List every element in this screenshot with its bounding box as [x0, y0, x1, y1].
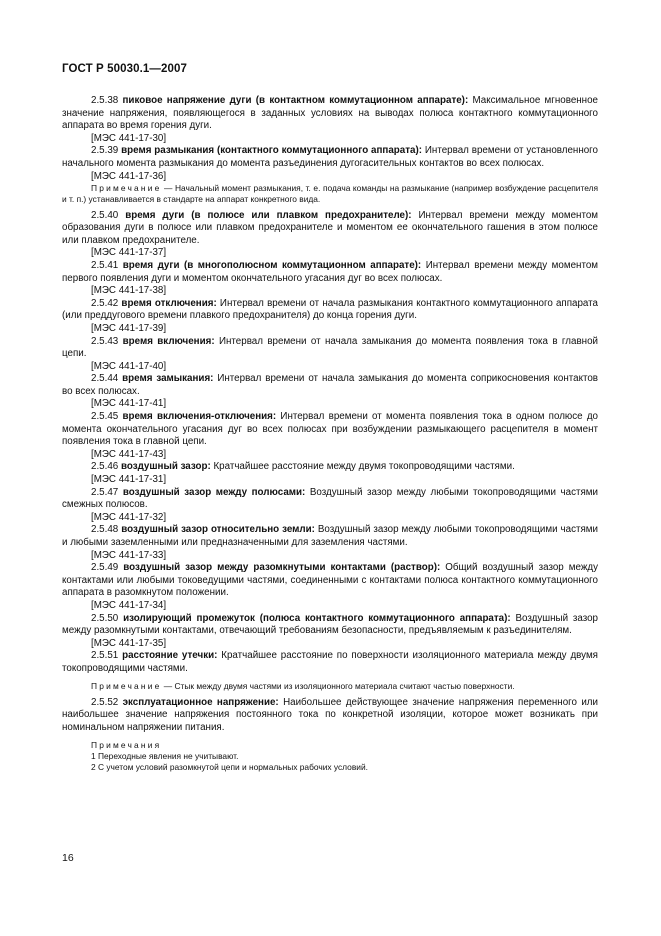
document-body: [62, 95, 598, 773]
definition-2-5-38: [62, 95, 598, 133]
clause-number: 2.5.43: [91, 335, 123, 347]
definition-2-5-45: [62, 411, 598, 449]
clause-number: 2.5.47: [91, 486, 123, 498]
definition-2-5-43: [62, 336, 598, 361]
definition-2-5-47: [62, 487, 598, 512]
definition-2-5-49: [62, 562, 598, 600]
clause-number: 2.5.49: [91, 562, 124, 574]
iec-reference: [МЭС 441-17-40]: [91, 360, 167, 372]
clause-number: 2.5.50: [91, 612, 124, 624]
term: время включения-отключения:: [122, 411, 277, 423]
note: [62, 183, 598, 205]
definition-text: Интервал времени от начала замыкания до момента появления тока в главной цепи.: [62, 335, 598, 360]
term: воздушный зазор между разомкнутыми контактами (раствор):: [123, 562, 441, 574]
term: время дуги (в полюсе или плавком предохранителе):: [125, 209, 412, 221]
iec-reference: [МЭС 441-17-38]: [91, 285, 167, 297]
notes-block: [62, 740, 598, 774]
definition-text: Интервал времени от момента появления тока в одном полюсе до момента окончательного угасания дуг во всех полюсах при возбуждении размыкающего расцепителя в момент появления тока в главной цепи.: [62, 411, 599, 448]
clause-number: 2.5.52: [91, 696, 123, 708]
clause-number: 2.5.44: [91, 373, 123, 385]
definition-2-5-39: [62, 145, 598, 170]
iec-reference: [МЭС 441-17-33]: [91, 549, 167, 561]
iec-reference: [МЭС 441-17-30]: [91, 132, 167, 144]
term: воздушный зазор:: [120, 461, 211, 473]
iec-reference: [МЭС 441-17-39]: [91, 322, 167, 334]
clause-number: 2.5.48: [91, 524, 122, 536]
clause-number: 2.5.38: [91, 95, 123, 106]
page-number: 16: [62, 852, 74, 864]
clause-number: 2.5.46: [91, 461, 121, 473]
term: эксплуатационное напряжение:: [122, 696, 279, 708]
definition-text: Интервал времени от начала размыкания контактного коммутационного аппарата (или преддугового времени плавкого предохранителя) до конца горения дуги.: [62, 297, 598, 322]
definition-text: Воздушный зазор между любыми токопроводящими частями и любыми заземленными или предназначенными для заземления частями.: [62, 524, 598, 548]
definition-2-5-48: [62, 524, 598, 549]
clause-number: 2.5.41: [91, 259, 123, 271]
note-item-1: 1 Переходные явления не учитывают.: [91, 750, 239, 761]
definition-2-5-42: [62, 298, 598, 323]
definition-text: Интервал времени между моментом образования дуги в полюсе или плавком предохранителе и моментом ее окончательного гашения в этом полюсе или плавком предохранителе.: [62, 209, 599, 246]
clause-number: 2.5.51: [91, 650, 123, 662]
note: [62, 681, 598, 692]
definition-text: Общий воздушный зазор между контактами или любыми токоведущими частями, соединенными с контактами полюса контактного коммутационного аппарата в разомкнутом положении.: [62, 562, 598, 599]
definition-text: Интервал времени от начала замыкания до момента соприкосновения контактов во всех полюсах.: [62, 373, 598, 397]
note-item-2: 2 С учетом условий разомкнутой цепи и нормальных рабочих условий.: [91, 761, 368, 772]
clause-number: 2.5.39: [91, 145, 122, 157]
iec-reference: [МЭС 441-17-37]: [91, 247, 167, 259]
term: воздушный зазор относительно земли:: [121, 524, 315, 536]
term: время включения:: [122, 335, 215, 347]
note-text: — Начальный момент размыкания, т. е. подача команды на размыкание (например возбуждение расцепителя и т. п.) устанавливается в стандарте на аппарат конкретного вида.: [62, 183, 598, 205]
note-text: — Стык между двумя частями из изоляционного материала считают частью поверхности.: [161, 680, 515, 691]
term: воздушный зазор между полюсами:: [122, 486, 306, 498]
term: время замыкания:: [122, 373, 214, 385]
clause-number: 2.5.45: [91, 411, 123, 423]
clause-number: 2.5.40: [91, 209, 126, 221]
definition-text: Кратчайшее расстояние по поверхности изоляционного материала между двумя токопроводящими частями.: [62, 650, 598, 674]
definition-text: Наибольшее действующее значение напряжения переменного или наибольшее значение напряжения постоянного тока по конкретной изоляции, которое может возникать при номинальном напряжении питания.: [62, 696, 598, 733]
definition-text: Интервал времени от установленного начального момента размыкания до момента разъединения дугогасительных контактов во всех полюсах.: [62, 145, 598, 169]
definition-2-5-40: [62, 210, 598, 248]
iec-reference: [МЭС 441-17-32]: [91, 511, 167, 523]
iec-reference: [МЭС 441-17-41]: [91, 398, 167, 410]
iec-reference: [МЭС 441-17-35]: [91, 637, 167, 649]
definition-text: Кратчайшее расстояние между двумя токопроводящими частями.: [210, 461, 515, 473]
term: время размыкания (контактного коммутационного аппарата):: [121, 145, 422, 157]
iec-reference: [МЭС 441-17-43]: [91, 448, 167, 460]
definition-2-5-46: [62, 461, 598, 474]
term: время дуги (в многополюсном коммутационном аппарате):: [122, 259, 422, 271]
clause-number: 2.5.42: [91, 297, 122, 309]
definition-2-5-51: [62, 650, 598, 675]
definition-2-5-41: [62, 260, 598, 285]
term: пиковое напряжение дуги (в контактном коммутационном аппарате):: [122, 95, 469, 106]
note-label: Примечание: [91, 680, 162, 691]
definition-2-5-44: [62, 373, 598, 398]
iec-reference: [МЭС 441-17-36]: [91, 170, 167, 182]
definition-2-5-52: [62, 697, 598, 735]
definition-text: Воздушный зазор между разомкнутыми контактами, отвечающий требованиям безопасности, предъявляемым к разъединителям.: [62, 612, 598, 637]
definition-text: Воздушный зазор между любыми токопроводящими частями смежных полюсов.: [62, 486, 599, 511]
definition-text: Максимальное мгновенное значение напряжения, появляющегося в заданных условиях на выводах полюса контактного коммутационного аппарата во время горения дуги.: [62, 95, 598, 132]
definition-text: Интервал времени между моментом первого появления дуги и моментом окончательного угасания дуг во всех полюсах.: [62, 259, 599, 284]
iec-reference: [МЭС 441-17-31]: [91, 474, 167, 486]
iec-reference: [МЭС 441-17-34]: [91, 599, 167, 611]
notes-label: Примечания: [91, 739, 162, 750]
term: изолирующий промежуток (полюса контактного коммутационного аппарата):: [123, 612, 511, 624]
term: время отключения:: [121, 297, 217, 309]
term: расстояние утечки:: [122, 650, 218, 662]
definition-2-5-50: [62, 613, 598, 638]
document-header: ГОСТ Р 50030.1—2007: [62, 63, 187, 75]
note-label: Примечание: [91, 183, 162, 194]
